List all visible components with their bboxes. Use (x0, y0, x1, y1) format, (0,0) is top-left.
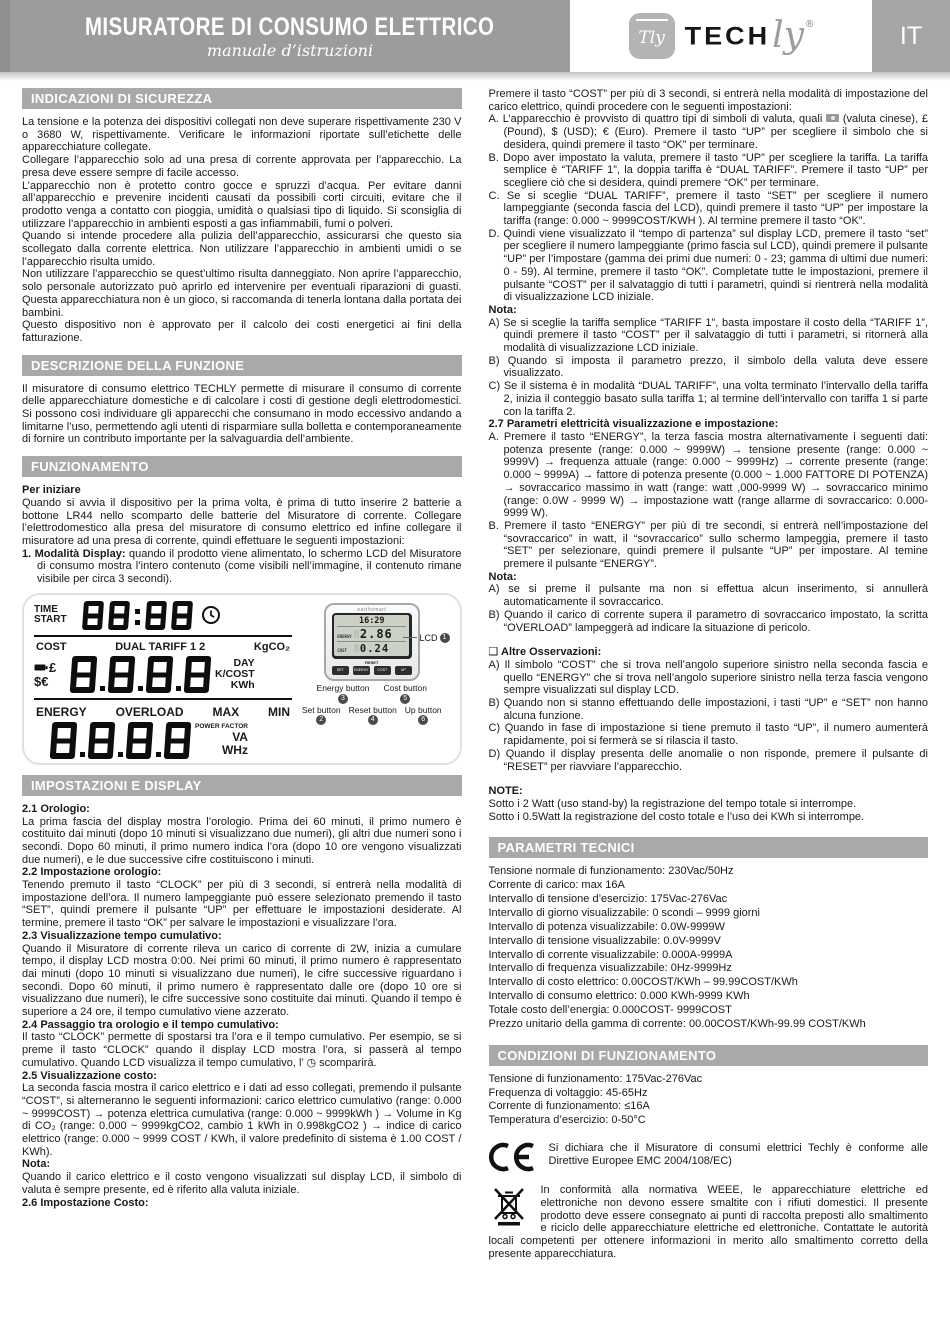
block-text: La seconda fascia mostra il carico elettrico e i dati ad esso collegati, premendo il pulsante “COST”, si alterneranno le seguenti informazioni: carico elettrico cumulativo (range: 0.000 ~ 9999COST) → potenza elettrica cumulativa (range: 0.000 ~ 9999kWh ) → Volume in Kg di CO₂ (range: 0.000 ~ 9999kgCO2, cambio 1 kWh in 0.998kgCO2 ) → indice di carico elettrico (range: 0.000 ~ 9999 COST / KWh, il valore predefinito di sistema è 1.00 COST / KWh). (22, 1082, 462, 1158)
item-text: Se si sceglie “DUAL TARIFF”, premere il tasto “SET” per scegliere il numero lampeggiante (seconda fascia del LCD), quindi premere il tasto “UP” per impostare la tariffa (range: 0.000 ~ 9999COST/KWH ). Al termine premere il tasto “OK”. (503, 189, 928, 228)
time-digits (80, 601, 195, 630)
note-head: NOTE: (488, 785, 523, 798)
paragraph: Il misuratore di consumo elettrico TECHLY permette di misurare il consumo di corrente delle apparecchiature domestiche e di calcolare i costi di gestione degli elettrodomestici. Si possono così individuare gli apparecchi che consumano in modo eccessivo andando a limitarne l’uso, permettendo agli utenti di risparmiare sulla bolletta e contemporaneamente di fornire un contributo importante per la salvaguardia dell’ambiente. (22, 382, 462, 446)
time-start-labels (34, 605, 74, 626)
label-dual-tariff: DUAL TARIFF 1 2 (115, 641, 206, 654)
item-marker: B) (488, 354, 500, 367)
item-text: Quando non si stanno effettuando delle impostazioni, i tasti “UP” e “SET” non hanno alcuna funzione. (503, 697, 928, 722)
lcd-diagram (34, 601, 292, 759)
item-text: se si preme il pulsante ma non si effettua alcun inserimento, si annullerà automaticamente il sovraccarico. (503, 583, 928, 609)
item-marker: B) (488, 697, 500, 710)
osservazioni-item (489, 748, 929, 773)
callout-lcd (403, 633, 449, 643)
ghost-digit: 8 (353, 642, 360, 656)
weee-text: In conformità alla normativa WEEE, le apparecchiature elettriche ed elettroniche non devono essere smaltite con i rifiuti domestici. Il presente prodotto deve essere consegnato ai punti di raccolta preposti allo smaltimento e riciclo delle apparecchiature elettriche ed elettroniche. Contattate le autorità locali competenti per ottenere informazioni in merito allo smaltimento corretto della presente apparecchiatura. (488, 1184, 928, 1260)
callout-number: 2 (316, 715, 326, 725)
item-label: 1. Modalità Display: (22, 547, 126, 560)
section-header-impostazioni: IMPOSTAZIONI E DISPLAY (22, 775, 462, 796)
item-text: Dopo aver impostato la valuta, premere il tasto “UP” per scegliere la tariffa. La tariffa semplice è “TARIFF 1”, la doppia tariffa è “DUAL TARIFF”. Premere il tasto “UP” per scegliere ciò che si desidera, quindi premere “OK” per terminare. (503, 151, 928, 189)
device-cost-row (337, 642, 406, 655)
paragraph: Premere il tasto “COST” per più di 3 secondi, si entrerà nella modalità di impostazione del carico elettrico, quindi procedere con le seguenti impostazioni: (488, 88, 928, 113)
paragraph: Collegare l’apparecchio solo ad una presa di corrente approvata per l’apparecchio. La presa deve essere sempre di facile accesso. (22, 154, 462, 179)
callout-number: 3 (338, 694, 348, 704)
item-marker: B. (488, 151, 499, 164)
item-text: Il simbolo “COST” che si trova nell’angolo superiore sinistro nella seconda fascia e quello “ENERGY” che si trova nell’angolo superiore sinistro nella terza fascia vengono sempre visualizzati sul display LCD. (503, 658, 928, 697)
par27-item (489, 520, 929, 571)
block-text: La prima fascia del display mostra l’orologio. Prima dei 60 minuti, il primo numero è costituito dai minuti (dopo 10 minuti si visualizzano due numeri), gli altri due numeri sono i secondi. Dopo 60 minuti, il primo numero indica l’ora (dopo 10 ore vengono visualizzati due numeri), e le due successive cifre costituiscono i minuti. (22, 815, 462, 866)
item-marker: C) (488, 722, 501, 735)
item-text: Premere il tasto “ENERGY” per più di tre secondi, si entrerà nell’impostazione del “sovraccarico” in watt, il “sovraccarico” sullo schermo lampeggia, premere il tasto “SET” per selezionare, quindi premere il pulsante “UP” per impostare. Al temine premere il pulsante “ENERGY”. (503, 519, 928, 571)
left-column (22, 85, 462, 1260)
osservazioni-head: ❑ Altre Osservazioni: (488, 646, 602, 659)
block-head: 2.1 Orologio: (22, 802, 90, 815)
block-head: 2.3 Visualizzazione tempo cumulativo: (22, 929, 222, 942)
callout-set (302, 706, 341, 726)
item-marker: C. (488, 189, 500, 202)
item-text: Quindi viene visualizzato il “tempo di partenza” sul display LCD, premere il tasto “set” per scegliere il numero lampeggiante (primo fascia sul LCD), quindi premere il pulsante “UP” per l’impostare (gamma dei primi due numeri: 0 - 23; gamma di ultimi due numeri: 0 - 59). Al termine, premere il tasto “OK”. Completate tutte le impostazioni, premere il pulsante “COST” per il salvataggio di tutti i parametri, quindi si rientrerà nella modalità di visualizzazione LCD iniziale. (503, 227, 928, 304)
lcd-figure (22, 593, 462, 765)
energy-digits (48, 722, 193, 759)
lcd-row-energy (34, 722, 292, 759)
callout-number: 4 (368, 715, 378, 725)
block-head: Nota: (22, 1158, 51, 1171)
paragraph: Non utilizzare l’apparecchio se quest’ultimo risulta danneggiato. Non aprire l’apparecchio, solo personale autorizzato può aprirlo ed intervenire per eventuali riparazioni di guasti. Questa apparecchiatura non è un gioco, si raccomanda di tenerla lontana dalla portata dei bambini. (22, 268, 462, 319)
step-item (489, 228, 929, 304)
label-start: START (34, 614, 67, 626)
logo-text-tech: TECH (684, 21, 771, 50)
label-min: MIN (268, 704, 290, 719)
block-text: Quando il Misuratore di corrente rileva un carico di corrente di 2W, inizia a cumulare tempo, il display LCD mostra 0:00. Nei primi 60 minuti, il primo numero è rappresentato dai minuti (dopo 10 minuti si visualizzano due numeri), le cifre successive riguardano i secondi. Dopo 60 minuti, il primo numero è rappresentato dalle ore (dopo 10 ore si visualizzano due numeri), le cifre successive sono costituite dai minuti. Quando il tempo è superiore a 24 ore, il tempo cumulativo viene azzerato. (22, 942, 462, 1019)
par27-item (489, 431, 929, 520)
callout-reset (349, 706, 397, 726)
tech-line: Intervallo di tensione d’esercizio: 175Vac-276Vac (488, 893, 728, 906)
ce-text: Si dichiara che il Misuratore di consumi elettrici Techly è conforme alle Direttive Europee EMC 2004/108/EC) (548, 1142, 928, 1167)
lcd-row-time (34, 601, 292, 630)
currency-symbols (34, 661, 68, 688)
clock-icon (201, 605, 221, 625)
block-head: 2.5 Visualizzazione costo: (22, 1069, 157, 1082)
callout-up (405, 706, 442, 726)
callout-row-1 (317, 684, 427, 704)
battery-icon (34, 663, 48, 672)
callout-label: Cost button (383, 682, 427, 693)
lcd-row-cost (34, 656, 292, 693)
callout-number: 6 (418, 715, 428, 725)
callout-label: Set button (301, 704, 341, 715)
label-kwh: KWh (230, 679, 255, 692)
language-badge: IT (872, 0, 950, 72)
item-text: Se si sceglie la tariffa semplice “TARIFF 1”, basta impostare il costo della “TARIFF 1”, quindi premere il tasto “COST” per il salvataggio di tutti i parametri, si ritornerà alla modalità di visualizzazione LCD iniziale. (503, 316, 929, 355)
device-energy-value: 2.86 (359, 627, 393, 642)
set-button: SET (332, 666, 349, 675)
label-energy: ENERGY (36, 704, 87, 719)
item-marker: C) (488, 380, 501, 393)
callout-label: Up button (404, 704, 442, 715)
ghost-digit: 8 (353, 628, 360, 642)
item-marker: A) (488, 583, 500, 596)
weee-declaration (489, 1184, 929, 1260)
item-text: Quando il carico di corrente supera il parametro di sovraccarico impostato, la scritta “OVERLOAD” lampeggerà ad indicare la situazione di pericolo. (503, 608, 928, 634)
step-item (489, 152, 929, 190)
label-usd-eur: $€ (34, 673, 49, 689)
osservazioni-item (489, 722, 929, 747)
callout-cost (383, 684, 426, 704)
step-item (489, 190, 929, 228)
section-header-sicurezza: INDICAZIONI DI SICUREZZA (22, 88, 462, 109)
callout-label: Energy button (316, 682, 370, 693)
tech-line: Frequenza di voltaggio: 45-65Hz (488, 1086, 648, 1099)
nota-item (489, 583, 929, 608)
label-cost: COST (36, 641, 67, 654)
item-text: quando il prodotto viene alimentato, lo schermo LCD del Misuratore di consumo mostra l’intero contenuto (come visibili nell’immagine, il contenuto rimane visibile per circa 3 secondi). (37, 547, 462, 586)
lcd-divider (34, 698, 292, 700)
subsection-head: 2.7 Parametri elettricità visualizzazione e impostazione: (488, 418, 779, 431)
tech-line: Tensione di funzionamento: 175Vac-276Vac (488, 1072, 703, 1085)
item-marker: A) (488, 316, 500, 329)
page-title: MISURATORE DI CONSUMO ELETTRICO (85, 12, 495, 41)
tech-line: Intervallo di tensione visualizzabile: 0.0V-9999V (488, 934, 721, 947)
paragraph: Quando si avvia il dispositivo per la prima volta, è prima di tutto inserire 2 batterie a bottone LR44 nello scomparto delle batterie del Misuratore di corrente. Collegare l’elettrodomestico alla presa del misuratore di consumo elettrico ed infine collegare il misuratore ad una presa di corrente, quindi effettuare le seguenti impostazioni: (22, 496, 462, 547)
label-pound: £ (49, 660, 57, 676)
lcd-row3-labels (34, 705, 292, 719)
item-marker: A. (488, 113, 499, 126)
device-lcd (332, 613, 412, 659)
device-energy-row (337, 627, 406, 642)
energy-units (195, 724, 248, 756)
block-head: 2.2 Impostazione orologio: (22, 866, 162, 879)
tech-line: Intervallo di costo elettrico: 0.00COST/KWh – 99.99COST/KWh (488, 976, 798, 989)
header (0, 0, 950, 72)
item-marker: A) (488, 658, 500, 671)
note-line: Sotto i 2 Watt (uso stand-by) la registrazione del tempo totale si interrompe. (488, 797, 857, 810)
label-kgco2: KgCO₂ (253, 641, 290, 654)
device-buttons (332, 666, 412, 675)
registered-mark: ® (805, 18, 814, 30)
lcd-row2-labels (34, 641, 292, 653)
tech-line: Intervallo di corrente visualizzabile: 0.000A-9999A (488, 948, 733, 961)
item-marker: B) (488, 608, 500, 621)
cost-digits (68, 656, 213, 693)
callout-energy (317, 684, 370, 704)
block-text: Il tasto “CLOCK” permette di spostarsi tra l’ora e il tempo cumulativo. Per esempio, se si preme il tasto “CLOCK” quando il display LCD mostra l’ora, si passerà al tempo cumulativo. Quando LCD visualizza il tempo cumulativo, l’ ◷ scomparirà. (22, 1031, 462, 1069)
logo-text-ly: ly (772, 14, 804, 56)
nota-item (489, 317, 929, 355)
label-max: MAX (212, 704, 240, 719)
cost-button: COST (374, 666, 391, 675)
callout-lcd-label: LCD (419, 632, 438, 643)
paragraph: La tensione e la potenza dei dispositivi collegati non deve superare rispettivamente 230 V o 3680 W, rispettivamente. Verificare le informazioni riportate sull’etichette delle apparecchiature collegate. (22, 116, 462, 154)
paragraph: Quando si intende procedere alla pulizia dell’apparecchio, assicurarsi che questo sia scollegato dalla corrente elettrica. Non utilizzare l’apparecchio in ambienti umidi o se l’apparecchio risulta umido. (22, 230, 462, 268)
callout-number: 5 (400, 694, 410, 704)
osservazioni-item (489, 697, 929, 722)
section-header-parametri: PARAMETRI TECNICI (489, 837, 929, 858)
device-energy-label: ENERGY (337, 634, 352, 640)
tech-line: Corrente di funzionamento: ≤16A (488, 1100, 650, 1113)
item-marker: A. (488, 430, 499, 443)
item-marker: D) (488, 747, 501, 760)
callout-row-2 (302, 706, 442, 726)
nota-head: Nota: (488, 570, 517, 583)
label-whz: WHz (221, 742, 248, 757)
item-text: (valuta cinese), £ (Pound), $ (USD); € (Euro). Premere il tasto “UP” per scegliere il simbolo che si desidera, quindi premere il tasto “OK” per terminare. (503, 113, 929, 151)
reset-pinhole-label: RESET (365, 659, 379, 665)
item-text: Se il sistema è in modalità “DUAL TARIFF”, una volta terminato l’intervallo della tariffa 2, inizia il conteggio basato sulla tariffa 1; al termine dell’intervallo con tariffa 1 si parte con la tariffa 2. (503, 380, 928, 418)
block-text: Tenendo premuto il tasto “CLOCK” per più di 3 secondi, si entrerà nella modalità di impostazione dell’ora. Il numero lampeggiante può essere selezionato premendo il tasto “SET”, quindi premere il pulsante “UP” per effettuare le impostazioni desiderate. Al termine, premere il tasto “OK” per salvare le impostazioni e visualizzare l’ora. (22, 879, 462, 930)
device-time-value: 16:29 (337, 616, 406, 627)
paragraph: L’apparecchio non è protetto contro gocce e spruzzi d’acqua. Per evitare danni all’apparecchio e prevenire incidenti causati da possibili corti circuiti, evitare che il prodotto venga a contatto con pioggia, umidità o qualsiasi tipo di liquido. Si sconsiglia di utilizzare l’apparecchio in ambienti esposti a gas infiammabili, fumi o polveri. (22, 179, 462, 230)
section-header-condizioni: CONDIZIONI DI FUNZIONAMENTO (489, 1045, 929, 1066)
block-head: 2.4 Passaggio tra orologio e il tempo cumulativo: (22, 1018, 279, 1031)
section-header-descrizione: DESCRIZIONE DELLA FUNZIONE (22, 355, 462, 376)
block-text: Quando il carico elettrico e il costo vengono visualizzati sul display LCD, il simbolo di valuta è sempre presente, ed è riferito alla valuta iniziale. (22, 1171, 462, 1196)
label-overload: OVERLOAD (115, 704, 184, 719)
tech-line: Intervallo di consumo elettrico: 0.000 KWh-9999 KWh (488, 990, 750, 1003)
tech-line: Totale costo dell’energia: 0.000COST- 9999COST (488, 1003, 732, 1016)
device-cost-label: COST (337, 648, 347, 654)
header-shadow (0, 72, 950, 81)
item-text: Quando in fase di impostazione si tiene premuto il tasto “UP”, il numero aumenterà rapidamente, poi si fermerà se si rilascia il tasto. (503, 722, 928, 748)
tech-line: Prezzo unitario della gamma di corrente: 00.00COST/KWh-99.99 COST/KWh (488, 1017, 866, 1030)
item-text: Premere il tasto “ENERGY”, la terza fascia mostra alternativamente i seguenti dati: potenza presente (range: 0.000 ~ 9999W) → tensione presente (range: 0.000 ~ 9999V) → frequenza attuale (range: 0.000 ~ 9999Hz) → corrente presente (range: 0.000 ~ 9999A) → fattore di potenza presente (0.000 ~ 1.000 FATTORE DI POTENZA) → sovraccarico massimo in watt (range: watt ,000-9999 W) → sovraccarico minimo (range: 0.0W - 9999 W) → impostazione watt (range allarme di sovraccarico: 0.000-9999 W). (503, 430, 929, 520)
section-header-funzionamento: FUNZIONAMENTO (22, 456, 462, 477)
nota-item (489, 355, 929, 380)
brand-logo (570, 0, 872, 72)
device-cost-value: 0.24 (359, 643, 390, 656)
item-marker: D. (488, 227, 500, 240)
label-power-factor: POWER FACTOR (195, 723, 248, 731)
callout-label: Reset button (348, 704, 397, 715)
energy-button: ENERGY (353, 666, 370, 675)
weee-bin-icon (491, 1186, 527, 1228)
device-screen (334, 615, 409, 656)
item-text: Quando il display presenta delle anomalie o non risponde, premere il pulsante di “RESET” per riavviare l’apparecchio. (503, 747, 928, 773)
tech-line: Corrente di carico: max 16A (488, 879, 625, 892)
tech-line: Tensione normale di funzionamento: 230Vac/50Hz (488, 865, 734, 878)
nota-item (489, 609, 929, 634)
nota-item (489, 380, 929, 418)
label-kcost: K/COST (215, 668, 255, 681)
item-text: L’apparecchio è provvisto di quattro tipi di simboli di valuta, quali (502, 113, 823, 126)
label-time: TIME (34, 603, 58, 615)
right-column (489, 85, 929, 1260)
ce-mark-icon (489, 1142, 535, 1172)
ce-declaration (489, 1142, 929, 1172)
label-va: VA (232, 729, 248, 744)
device-brand: earthsmart (357, 606, 387, 613)
techly-mark-icon (629, 13, 675, 59)
tech-line: Intervallo di giorno visualizzabile: 0 scondi – 9999 giorni (488, 906, 760, 919)
chinese-currency-icon (826, 114, 839, 122)
note-line: Sotto i 0.5Watt la registrazione del costo totale e l’uso dei KWh si interrompe. (488, 810, 865, 823)
page-subtitle: manuale d’istruzioni (206, 40, 374, 60)
subsection-title: Per iniziare (22, 484, 81, 497)
label-day: DAY (233, 656, 255, 669)
osservazioni-item (489, 659, 929, 697)
paragraph: Questo dispositivo non è approvato per il calcolo dei costi energetici ai fini della fatturazione. (22, 319, 462, 344)
tech-line: Temperatura d’esercizio: 0-50°C (488, 1114, 646, 1127)
tech-line: Intervallo di frequenza visualizzabile: 0Hz-9999Hz (488, 962, 732, 975)
up-button: UP (395, 666, 412, 675)
callout-number: 1 (440, 633, 450, 643)
content-columns (0, 81, 950, 1260)
cost-units (215, 658, 255, 692)
lcd-divider (34, 635, 292, 637)
numbered-item (22, 548, 462, 586)
item-text: Quando si imposta il parametro prezzo, il simbolo della valuta deve essere visualizzato. (503, 354, 928, 380)
tech-line: Intervallo di potenza visualizzabile: 0.0W-9999W (488, 920, 725, 933)
block-head: 2.6 Impostazione Costo: (22, 1196, 149, 1209)
item-marker: B. (488, 519, 499, 532)
device-illustration (292, 601, 452, 759)
logo-glyph: Tly (638, 28, 665, 48)
header-titles (30, 0, 550, 72)
step-item (489, 113, 929, 151)
nota-head: Nota: (488, 303, 517, 316)
